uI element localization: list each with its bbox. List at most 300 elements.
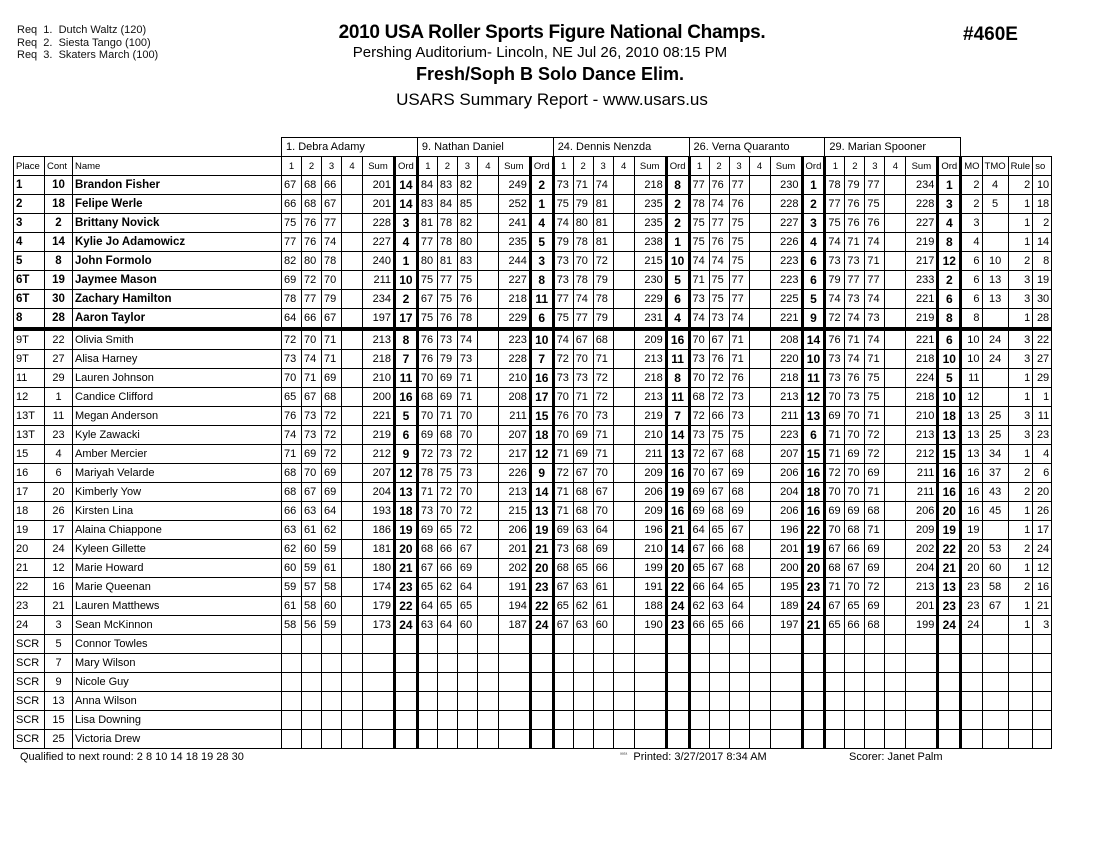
majority-ordinal: 10 bbox=[961, 329, 982, 350]
skater-name: Marie Queenan bbox=[73, 578, 282, 597]
contestant-number: 6 bbox=[45, 464, 73, 483]
judge-score: 74 bbox=[457, 329, 477, 350]
skate-order bbox=[1033, 654, 1052, 673]
judge-score: 58 bbox=[302, 597, 322, 616]
judge-score: 74 bbox=[553, 329, 573, 350]
judge-ordinal: 12 bbox=[802, 388, 825, 407]
judge-ordinal: 11 bbox=[802, 369, 825, 388]
judge-score: 65 bbox=[457, 597, 477, 616]
judge-score: 74 bbox=[865, 329, 885, 350]
col-header-judge-2: 2 bbox=[302, 157, 322, 176]
skater-name: Alaina Chiappone bbox=[73, 521, 282, 540]
judge-score: 68 bbox=[709, 502, 729, 521]
judge-sum bbox=[770, 711, 802, 730]
judge-ordinal: 16 bbox=[395, 388, 418, 407]
col-header-judge-4: 4 bbox=[477, 157, 498, 176]
judge-score bbox=[749, 635, 770, 654]
judge-score: 77 bbox=[437, 271, 457, 290]
table-row bbox=[14, 271, 1052, 290]
skate-order: 28 bbox=[1033, 309, 1052, 330]
col-header-judge-ord: Ord bbox=[802, 157, 825, 176]
col-header-judge-sum: Sum bbox=[906, 157, 938, 176]
col-header-judge-sum: Sum bbox=[498, 157, 530, 176]
judge-score bbox=[749, 407, 770, 426]
judge-sum: 219 bbox=[906, 233, 938, 252]
judge-score: 80 bbox=[457, 233, 477, 252]
judge-score bbox=[477, 711, 498, 730]
judge-score: 68 bbox=[437, 426, 457, 445]
judge-sum bbox=[770, 673, 802, 692]
judge-sum bbox=[498, 673, 530, 692]
judge-score: 66 bbox=[689, 616, 709, 635]
judge-score: 77 bbox=[865, 176, 885, 195]
judge-score: 76 bbox=[282, 407, 302, 426]
judge-score bbox=[689, 654, 709, 673]
judge-score: 59 bbox=[302, 559, 322, 578]
judge-sum: 206 bbox=[906, 502, 938, 521]
judge-score bbox=[613, 195, 634, 214]
judge-score: 70 bbox=[825, 521, 845, 540]
judge-score bbox=[553, 692, 573, 711]
judge-sum: 206 bbox=[634, 483, 666, 502]
place-cell: 11 bbox=[14, 369, 45, 388]
table-row bbox=[14, 654, 1052, 673]
judge-score: 72 bbox=[457, 521, 477, 540]
judge-score: 73 bbox=[437, 329, 457, 350]
skater-name: Kyle Zawacki bbox=[73, 426, 282, 445]
judge-score bbox=[845, 730, 865, 749]
place-cell: 22 bbox=[14, 578, 45, 597]
judge-sum: 224 bbox=[906, 369, 938, 388]
skater-name: Lisa Downing bbox=[73, 711, 282, 730]
contestant-number: 12 bbox=[45, 559, 73, 578]
skate-order: 16 bbox=[1033, 578, 1052, 597]
judge-sum bbox=[498, 635, 530, 654]
total-majority-ordinal bbox=[982, 369, 1008, 388]
judge-score: 75 bbox=[729, 214, 749, 233]
judge-sum: 199 bbox=[634, 559, 666, 578]
skater-name: Lauren Johnson bbox=[73, 369, 282, 388]
judge-sum: 207 bbox=[770, 445, 802, 464]
judge-score: 65 bbox=[825, 616, 845, 635]
judge-score bbox=[342, 271, 363, 290]
judge-score bbox=[885, 426, 906, 445]
judge-score bbox=[342, 578, 363, 597]
judge-score bbox=[825, 654, 845, 673]
total-majority-ordinal bbox=[982, 388, 1008, 407]
judge-score: 75 bbox=[417, 309, 437, 330]
judge-ordinal: 12 bbox=[938, 252, 961, 271]
judge-name: 24. Dennis Nenzda bbox=[553, 138, 689, 157]
judge-ordinal: 16 bbox=[666, 329, 689, 350]
judge-score: 70 bbox=[845, 483, 865, 502]
judge-score: 67 bbox=[302, 388, 322, 407]
judge-sum: 201 bbox=[363, 195, 395, 214]
judge-score: 67 bbox=[689, 540, 709, 559]
judge-ordinal: 15 bbox=[938, 445, 961, 464]
judge-score bbox=[709, 635, 729, 654]
judge-ordinal: 1 bbox=[666, 233, 689, 252]
judge-score bbox=[342, 426, 363, 445]
judge-ordinal: 16 bbox=[938, 464, 961, 483]
judge-ordinal: 10 bbox=[666, 252, 689, 271]
judge-score: 71 bbox=[553, 502, 573, 521]
judge-score: 73 bbox=[845, 290, 865, 309]
judge-ordinal bbox=[530, 730, 553, 749]
skate-order: 19 bbox=[1033, 271, 1052, 290]
judge-score: 71 bbox=[593, 350, 613, 369]
judge-sum: 212 bbox=[906, 445, 938, 464]
judge-score: 61 bbox=[593, 578, 613, 597]
judge-score bbox=[282, 692, 302, 711]
judge-score: 67 bbox=[825, 540, 845, 559]
skate-order: 26 bbox=[1033, 502, 1052, 521]
col-header-judge-sum: Sum bbox=[634, 157, 666, 176]
judge-score bbox=[573, 692, 593, 711]
judge-score bbox=[342, 407, 363, 426]
judge-score: 71 bbox=[825, 578, 845, 597]
judge-ordinal: 23 bbox=[802, 578, 825, 597]
judge-score: 71 bbox=[865, 521, 885, 540]
judge-score bbox=[749, 692, 770, 711]
judge-score bbox=[885, 730, 906, 749]
judge-sum: 235 bbox=[634, 214, 666, 233]
judge-ordinal: 16 bbox=[938, 483, 961, 502]
contestant-number: 28 bbox=[45, 309, 73, 330]
majority-ordinal bbox=[961, 730, 982, 749]
judge-sum: 207 bbox=[363, 464, 395, 483]
judge-sum bbox=[770, 635, 802, 654]
judge-sum: 211 bbox=[498, 407, 530, 426]
col-header-judge-sum: Sum bbox=[363, 157, 395, 176]
judge-score bbox=[613, 521, 634, 540]
judge-sum: 210 bbox=[363, 369, 395, 388]
judge-sum: 218 bbox=[634, 369, 666, 388]
judge-score: 71 bbox=[457, 388, 477, 407]
judge-ordinal: 23 bbox=[666, 616, 689, 635]
judge-ordinal: 12 bbox=[530, 445, 553, 464]
judge-score bbox=[342, 195, 363, 214]
judge-score bbox=[613, 730, 634, 749]
judge-ordinal: 15 bbox=[802, 445, 825, 464]
judge-score bbox=[477, 290, 498, 309]
judge-score bbox=[885, 597, 906, 616]
judge-ordinal: 20 bbox=[395, 540, 418, 559]
place-cell: 6T bbox=[14, 290, 45, 309]
judge-score bbox=[342, 350, 363, 369]
judge-ordinal: 5 bbox=[530, 233, 553, 252]
judge-score: 69 bbox=[729, 464, 749, 483]
judge-score: 74 bbox=[865, 233, 885, 252]
judge-score: 72 bbox=[322, 407, 342, 426]
judge-score: 75 bbox=[709, 426, 729, 445]
judge-sum: 202 bbox=[906, 540, 938, 559]
judge-ordinal bbox=[395, 673, 418, 692]
judge-score: 79 bbox=[825, 271, 845, 290]
majority-ordinal: 3 bbox=[961, 214, 982, 233]
event-name: Fresh/Soph B Solo Dance Elim. bbox=[415, 64, 685, 84]
table-row bbox=[14, 350, 1052, 369]
judge-score: 72 bbox=[825, 309, 845, 330]
judge-score bbox=[749, 445, 770, 464]
judge-score: 79 bbox=[593, 271, 613, 290]
judge-score: 68 bbox=[553, 559, 573, 578]
judge-score: 70 bbox=[553, 426, 573, 445]
total-majority-ordinal: 10 bbox=[982, 252, 1008, 271]
judge-score bbox=[885, 290, 906, 309]
judge-score bbox=[477, 502, 498, 521]
judge-score: 81 bbox=[417, 214, 437, 233]
judge-score bbox=[885, 176, 906, 195]
judge-score: 70 bbox=[825, 483, 845, 502]
judge-ordinal: 15 bbox=[530, 407, 553, 426]
skater-name: Zachary Hamilton bbox=[73, 290, 282, 309]
judge-score: 64 bbox=[593, 521, 613, 540]
place-cell: 3 bbox=[14, 214, 45, 233]
judge-score bbox=[437, 692, 457, 711]
rule-applied: 3 bbox=[1008, 290, 1033, 309]
judge-score: 66 bbox=[729, 616, 749, 635]
judge-score: 76 bbox=[302, 233, 322, 252]
judge-sum bbox=[498, 711, 530, 730]
judge-score bbox=[613, 214, 634, 233]
judge-score: 84 bbox=[417, 176, 437, 195]
judge-sum bbox=[634, 711, 666, 730]
judge-sum: 200 bbox=[770, 559, 802, 578]
majority-ordinal: 24 bbox=[961, 616, 982, 635]
judge-score: 76 bbox=[825, 329, 845, 350]
judge-score: 70 bbox=[845, 407, 865, 426]
judge-score: 72 bbox=[825, 464, 845, 483]
judge-score bbox=[865, 635, 885, 654]
majority-ordinal: 20 bbox=[961, 559, 982, 578]
judge-score: 65 bbox=[573, 559, 593, 578]
judge-ordinal: 14 bbox=[530, 483, 553, 502]
majority-ordinal: 16 bbox=[961, 502, 982, 521]
judge-score bbox=[865, 673, 885, 692]
judge-score bbox=[553, 730, 573, 749]
judge-score: 70 bbox=[553, 388, 573, 407]
judge-score bbox=[885, 329, 906, 350]
judge-ordinal bbox=[395, 711, 418, 730]
judge-ordinal: 2 bbox=[802, 195, 825, 214]
judge-score: 78 bbox=[282, 290, 302, 309]
judge-sum: 195 bbox=[770, 578, 802, 597]
judge-score bbox=[342, 329, 363, 350]
requirement-3: Req 3. Skaters March (100) bbox=[17, 49, 159, 61]
total-majority-ordinal bbox=[982, 635, 1008, 654]
col-header-judge-ord: Ord bbox=[938, 157, 961, 176]
judge-ordinal: 13 bbox=[530, 502, 553, 521]
judge-ordinal: 14 bbox=[395, 195, 418, 214]
judge-score: 74 bbox=[845, 309, 865, 330]
judge-score: 82 bbox=[282, 252, 302, 271]
judge-score bbox=[613, 464, 634, 483]
judge-sum: 219 bbox=[634, 407, 666, 426]
judge-sum bbox=[498, 654, 530, 673]
judge-score: 67 bbox=[417, 559, 437, 578]
judge-sum: 206 bbox=[498, 521, 530, 540]
judge-score: 58 bbox=[322, 578, 342, 597]
judge-score bbox=[729, 654, 749, 673]
judge-score: 68 bbox=[845, 521, 865, 540]
contestant-number: 30 bbox=[45, 290, 73, 309]
judge-score bbox=[322, 730, 342, 749]
judge-score bbox=[477, 426, 498, 445]
judge-ordinal: 16 bbox=[666, 502, 689, 521]
judge-score: 75 bbox=[457, 271, 477, 290]
total-majority-ordinal: 24 bbox=[982, 350, 1008, 369]
judge-ordinal: 6 bbox=[938, 290, 961, 309]
judge-score bbox=[437, 730, 457, 749]
judge-score bbox=[342, 654, 363, 673]
total-majority-ordinal: 34 bbox=[982, 445, 1008, 464]
place-cell: 15 bbox=[14, 445, 45, 464]
judge-ordinal bbox=[395, 654, 418, 673]
judge-sum: 227 bbox=[906, 214, 938, 233]
judge-score bbox=[593, 730, 613, 749]
judge-score: 67 bbox=[457, 540, 477, 559]
event-number: #460E bbox=[963, 24, 1018, 45]
judge-score bbox=[302, 673, 322, 692]
judge-ordinal: 11 bbox=[530, 290, 553, 309]
skater-name: Victoria Drew bbox=[73, 730, 282, 749]
col-header-judge-2: 2 bbox=[845, 157, 865, 176]
total-majority-ordinal: 60 bbox=[982, 559, 1008, 578]
judge-score: 67 bbox=[593, 483, 613, 502]
judge-score: 78 bbox=[437, 214, 457, 233]
judge-ordinal bbox=[530, 692, 553, 711]
judge-sum: 226 bbox=[498, 464, 530, 483]
judge-sum: 213 bbox=[498, 483, 530, 502]
judge-score bbox=[749, 176, 770, 195]
rule-applied: 1 bbox=[1008, 214, 1033, 233]
judge-score: 71 bbox=[302, 369, 322, 388]
judge-sum: 174 bbox=[363, 578, 395, 597]
judge-ordinal bbox=[530, 635, 553, 654]
judge-sum: 229 bbox=[634, 290, 666, 309]
judge-score bbox=[613, 692, 634, 711]
judge-score bbox=[553, 673, 573, 692]
rule-applied: 3 bbox=[1008, 329, 1033, 350]
judge-sum: 173 bbox=[363, 616, 395, 635]
judge-score: 71 bbox=[689, 271, 709, 290]
judge-score: 77 bbox=[709, 214, 729, 233]
table-row bbox=[14, 329, 1052, 350]
judge-score: 60 bbox=[322, 597, 342, 616]
rule-applied: 1 bbox=[1008, 195, 1033, 214]
judge-score: 74 bbox=[845, 350, 865, 369]
judge-score: 68 bbox=[865, 616, 885, 635]
total-majority-ordinal bbox=[982, 309, 1008, 330]
col-header-judge-4: 4 bbox=[885, 157, 906, 176]
judge-score: 78 bbox=[593, 290, 613, 309]
judge-score bbox=[749, 350, 770, 369]
judge-score: 68 bbox=[417, 540, 437, 559]
judge-score bbox=[417, 692, 437, 711]
contestant-number: 7 bbox=[45, 654, 73, 673]
col-header-judge-ord: Ord bbox=[530, 157, 553, 176]
judge-score: 77 bbox=[729, 290, 749, 309]
judge-score bbox=[613, 445, 634, 464]
judge-score bbox=[342, 692, 363, 711]
judge-score bbox=[342, 673, 363, 692]
judge-score bbox=[749, 597, 770, 616]
judge-score: 68 bbox=[865, 502, 885, 521]
judge-score bbox=[342, 176, 363, 195]
printed-info bbox=[620, 751, 767, 763]
judge-score: 68 bbox=[729, 483, 749, 502]
judge-score: 73 bbox=[729, 388, 749, 407]
judge-ordinal: 17 bbox=[530, 388, 553, 407]
total-majority-ordinal: 37 bbox=[982, 464, 1008, 483]
judge-score: 76 bbox=[845, 195, 865, 214]
judge-ordinal bbox=[666, 635, 689, 654]
judge-score: 77 bbox=[865, 271, 885, 290]
judge-score bbox=[477, 673, 498, 692]
judge-score bbox=[825, 711, 845, 730]
judge-sum bbox=[363, 635, 395, 654]
judge-score bbox=[477, 464, 498, 483]
judge-score: 69 bbox=[729, 502, 749, 521]
judge-score: 73 bbox=[417, 502, 437, 521]
judge-ordinal: 10 bbox=[802, 350, 825, 369]
judge-sum: 209 bbox=[634, 464, 666, 483]
judge-score: 70 bbox=[573, 350, 593, 369]
judge-score: 61 bbox=[322, 559, 342, 578]
judge-score bbox=[749, 329, 770, 350]
judge-score: 71 bbox=[593, 445, 613, 464]
judge-sum: 221 bbox=[770, 309, 802, 330]
judge-score bbox=[457, 730, 477, 749]
judge-sum: 223 bbox=[498, 329, 530, 350]
judge-score: 76 bbox=[709, 176, 729, 195]
judge-score bbox=[825, 692, 845, 711]
judge-score: 68 bbox=[302, 176, 322, 195]
judge-sum: 217 bbox=[906, 252, 938, 271]
judge-ordinal: 12 bbox=[395, 464, 418, 483]
judge-sum: 181 bbox=[363, 540, 395, 559]
judge-score bbox=[342, 521, 363, 540]
judge-score: 72 bbox=[457, 445, 477, 464]
judge-score bbox=[477, 445, 498, 464]
judge-score: 71 bbox=[825, 426, 845, 445]
place-cell: SCR bbox=[14, 654, 45, 673]
judge-ordinal bbox=[666, 692, 689, 711]
judge-score bbox=[573, 730, 593, 749]
judge-score: 83 bbox=[457, 252, 477, 271]
judge-ordinal: 6 bbox=[666, 290, 689, 309]
majority-ordinal: 8 bbox=[961, 309, 982, 330]
judge-score: 67 bbox=[553, 578, 573, 597]
judge-score: 69 bbox=[417, 521, 437, 540]
judge-score bbox=[729, 635, 749, 654]
judge-score: 62 bbox=[437, 578, 457, 597]
judge-score bbox=[749, 521, 770, 540]
judge-name: 1. Debra Adamy bbox=[282, 138, 418, 157]
skate-order: 2 bbox=[1033, 214, 1052, 233]
judge-score: 70 bbox=[593, 502, 613, 521]
judge-score bbox=[322, 673, 342, 692]
judge-score: 75 bbox=[553, 195, 573, 214]
judge-score bbox=[613, 176, 634, 195]
judge-score: 62 bbox=[282, 540, 302, 559]
majority-ordinal: 23 bbox=[961, 578, 982, 597]
place-cell: SCR bbox=[14, 635, 45, 654]
judge-score: 73 bbox=[553, 369, 573, 388]
judge-ordinal: 3 bbox=[938, 195, 961, 214]
col-header-rule: Rule bbox=[1008, 157, 1033, 176]
